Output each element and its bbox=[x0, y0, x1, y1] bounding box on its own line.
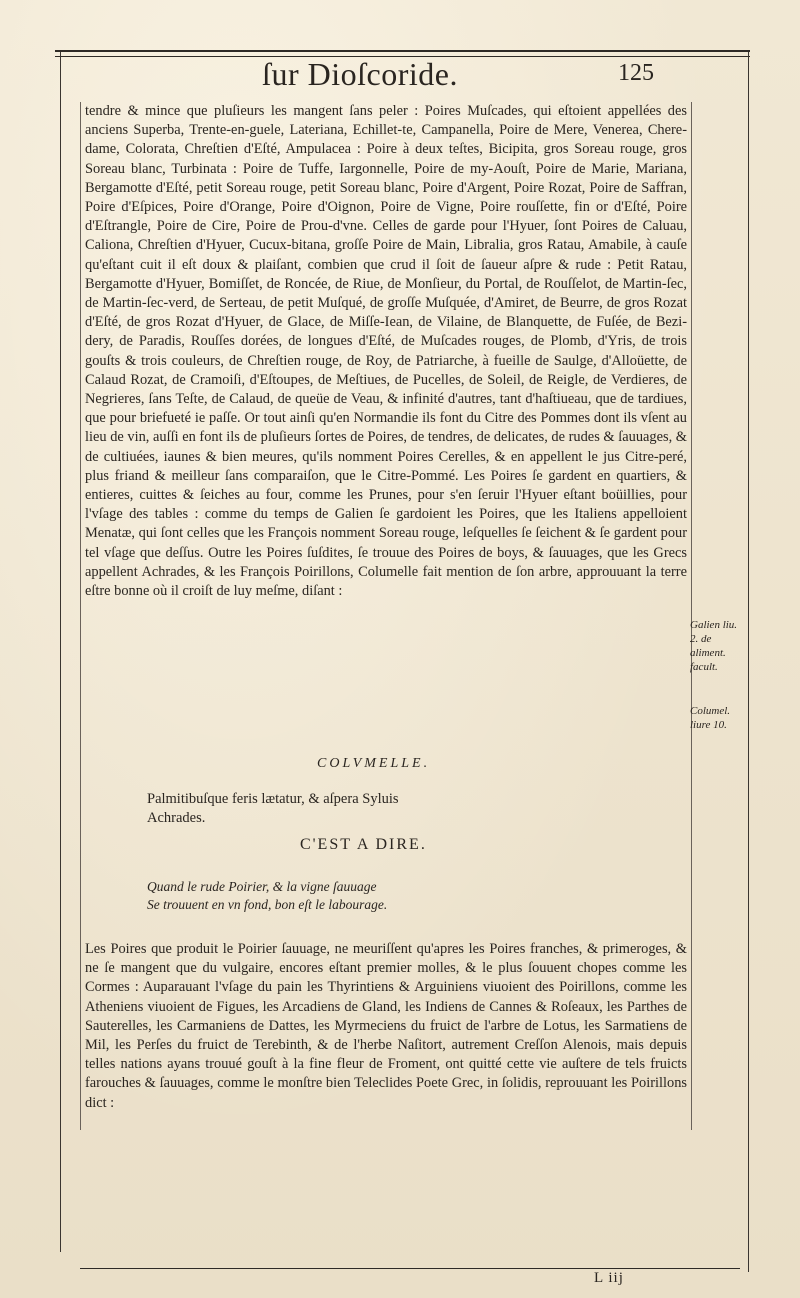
signature-mark: L iij bbox=[594, 1270, 624, 1286]
page-number: 125 bbox=[618, 60, 654, 86]
margin-note-columel: Columel. liure 10. bbox=[690, 705, 731, 731]
verse-line: Palmitibuſque feris lætatur, & aſpera Syluis bbox=[147, 791, 399, 807]
running-title: ſur Dioſcoride. bbox=[262, 56, 458, 92]
left-border bbox=[60, 52, 61, 1252]
latin-verse bbox=[147, 790, 687, 828]
french-translation bbox=[147, 878, 687, 914]
main-paragraph: tendre & mince que pluſieurs les mangent ſans peler : Poires Muſcades, qui eſtoient appellées des anciens Superba, Trente-en-guele, Lateriana, Echillet-te, Campanella, Poire de Mere, Venerea, Chere-dame, Colorata, Chreſtien d'Eſté, Ampulacea : Poire à deux teſtes, Bicipita, gros Soreau rouge, gros Soreau blanc, Turbinata : Poire de Tuffe, Iargonnelle, Poire de my-Aouſt, Poire de Marie, Mariana, Bergamotte d'Eſté, petit Soreau rouge, petit Soreau blanc, Poire d'Argent, Poire Rozat, Poire de Saffran, Poire d'Eſpices, Poire d'Orange, Poire d'Oignon, Poire de Vigne, Poire rouſſette, fin or d'Eſté, Poire d'Eſtrangle, Poire de Cire, Poire de Prou-d'vne. Celles de garde pour l'Hyuer, ſont Poires de Caluau, Caliona, Chreſtien d'Hyuer, Cucux-bitana, groſſe Poire de Main, Libralia, gros Ratau, Amabile, à cauſe qu'eſtant cuit il eſt doux & plaiſant, combien que crud il ſoit de ſaueur aſpre & rude : Petit Ratau, Bergamotte d'Hyuer, Bomiſſet, de Roncée, de Riue, de Monſieur, du Portal, de Rouſſelot, de Martin-ſec, de Martin-ſec-verd, de Serteau, de petit Muſqué, de groſſe Muſquée, d'Amiret, de Beurre, de gros Rozat d'Eſté, de gros Rozat d'Hyuer, de Glace, de Miſſe-Iean, de Vilaine, de Blanquette, de Fuſée, de Bezi-dery, de Paradis, Rouſſes dorées, de longues d'Eſté, de Muſcades rouges, de Plomb, d'Yris, de trois gouſts & trois couleurs, de Chreſtien rouge, de Roy, de Patriarche, à fueille de Saulge, d'Alloüette, de Calaud Rozat, de Cramoiſi, d'Eſtoupes, de Meſtiues, de Pucelles, de Soleil, de Reigle, de Verdieres, de Negrieres, ſans Teſte, de Calaud, de queüe de Veau, & infinité d'autres, tant d'haſtiueau, que de tardiues, que pour briefueté ie paſſe. Or tout ainſi qu'en Normandie ils font du Citre des Pommes dont ils vſent au lieu de vin, auſſi en font ils de pluſieurs ſortes de Poires, de tendres, de delicates, de rudes & ſauuages, & de cultiuées, iaunes & bien meures, qu'ils nomment Poires Cerelles, & en appellent le jus Citre-peré, plus friand & meilleur ſans comparaiſon, que le Citre-Pommé. Les Poires ſe gardent en quartiers, & entieres, cuittes & ſeiches au four, comme les Prunes, pour s'en ſeruir l'Hyuer eſtant boüillies, pour l'vſage des tables : comme du temps de Galien ſe gardoient les Poires, que les Italiens appelloient Menatæ, qui ſont celles que les François nomment Soreau rouge, leſquelles ſe ſeichent & ſe gardent pour tel vſage que deſſus. Outre les Poires ſuſdites, ſe trouue des Poires de boys, & ſauuages, que les Grecs appellent Achrades, & les François Poirillons, Columelle fait mention de ſon arbre, approuuant la terre eſtre bonne où il croiſt de luy meſme, diſant : bbox=[85, 103, 687, 600]
translation-line: Quand le rude Poirier, & la vigne ſauuage bbox=[147, 879, 377, 894]
verse-line: Achrades. bbox=[147, 810, 206, 826]
right-border bbox=[748, 52, 749, 1272]
text-block bbox=[80, 102, 692, 1130]
margin-note-galien: Galien liu. 2. de aliment. facult. bbox=[690, 619, 738, 673]
translation-heading: C'EST A DIRE. bbox=[300, 836, 427, 853]
header-rule bbox=[55, 50, 750, 52]
translation-line: Se trouuent en vn fond, bon eſt le labourage. bbox=[147, 897, 388, 912]
footer-rule bbox=[80, 1268, 740, 1269]
quote-heading: COLVMELLE. bbox=[317, 756, 431, 771]
final-paragraph: Les Poires que produit le Poirier ſauuage, ne meuriſſent qu'apres les Poires franches, & primeroges, & ne ſe mangent que du vulgaire, encores eſtant premier molles, & le plus ſouuent chopes comme les Cormes : Auparauant l'vſage du pain les Thyrintiens & Arguiniens viuoient des Poirillons, comme les Atheniens viuoient de Figues, les Arcadiens de Gland, les Indiens de Cannes & Roſeaux, les Parthes de Sauterelles, les Carmaniens de Dattes, les Myrmeciens du fruict de l'arbre de Lotus, les Sarmatiens de Mil, les Perſes du fruict de Terebinth, & de l'herbe Naſitort, autrement Creſſon Alenois, mais depuis telles nations ayans trouué gouſt à la fine fleur de Froment, ont quitté cette vie auſtere de tels fruicts farouches & ſauuages, comme le monſtre bien Teleclides Poete Grec, in ſolidis, reprouuant les Poirillons dict : bbox=[85, 941, 687, 1111]
